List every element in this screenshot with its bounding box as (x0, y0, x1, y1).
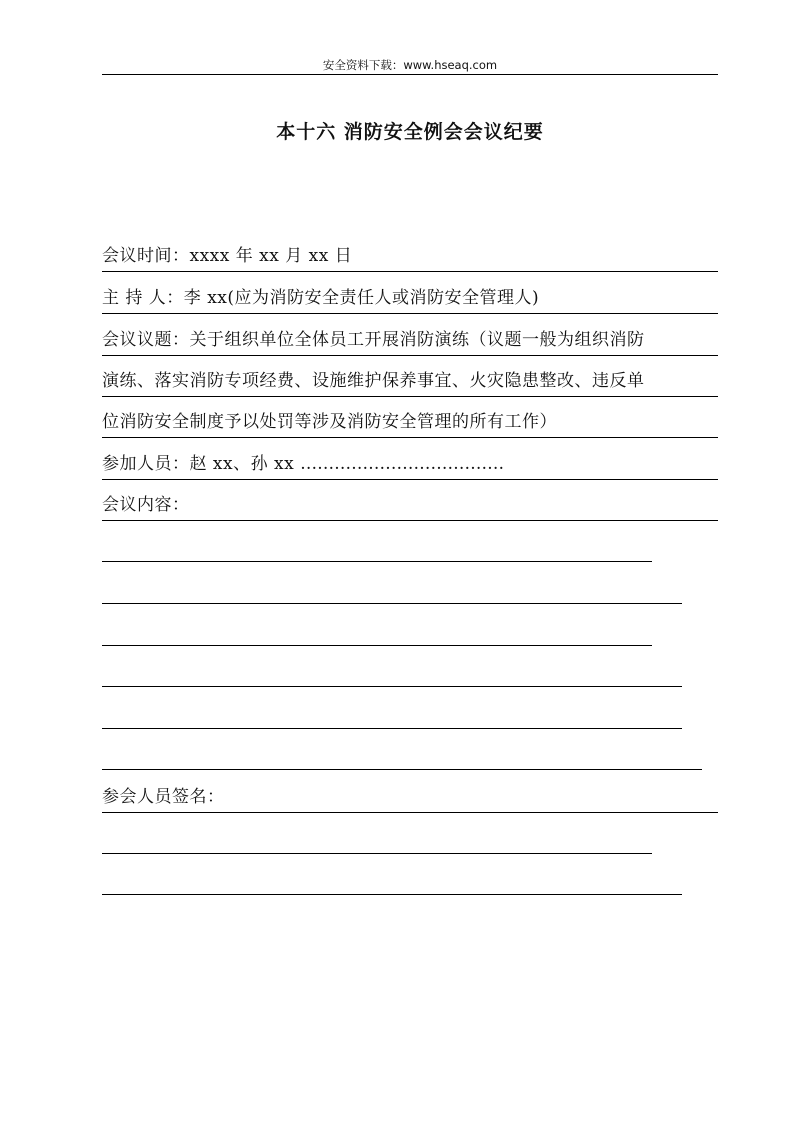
content-blank-line (102, 686, 682, 687)
content-label-line (102, 490, 718, 521)
meeting-topic-text-1: 会议议题：关于组织单位全体员工开展消防演练（议题一般为组织消防 (102, 330, 645, 350)
content-blank-line (102, 645, 652, 646)
meeting-topic-line-3 (102, 407, 718, 438)
meeting-topic-line-2 (102, 366, 718, 397)
content-blank-line (102, 769, 702, 770)
content-blank-line (102, 561, 652, 562)
document-title: 本十六 消防安全例会会议纪要 (276, 121, 544, 143)
meeting-host-text: 主 持 人：李 xx(应为消防安全责任人或消防安全管理人) (102, 288, 540, 308)
header-text: 安全资料下载：www.hseaq.com (322, 58, 498, 72)
meeting-topic-text-3: 位消防安全制度予以处罚等涉及消防安全管理的所有工作） (102, 412, 557, 432)
signature-label-line (102, 782, 718, 813)
content-blank-line (102, 728, 682, 729)
signature-blank-line (102, 853, 652, 854)
meeting-topic-line-1 (102, 325, 718, 356)
attendees-line (102, 449, 718, 480)
meeting-time-line (102, 241, 718, 272)
content-blank-line (102, 603, 682, 604)
page-header (102, 56, 718, 75)
meeting-host-line (102, 283, 718, 314)
meeting-topic-text-2: 演练、落实消防专项经费、设施维护保养事宜、火灾隐患整改、违反单 (102, 371, 645, 391)
signature-label-text: 参会人员签名： (102, 787, 225, 807)
attendees-dots: ……………………………… (300, 454, 505, 474)
signature-blank-line (102, 894, 682, 895)
content-label-text: 会议内容： (102, 495, 190, 515)
attendees-text: 参加人员：赵 xx、孙 xx (102, 454, 295, 474)
meeting-time-text: 会议时间：xxxx 年 xx 月 xx 日 (102, 246, 353, 266)
